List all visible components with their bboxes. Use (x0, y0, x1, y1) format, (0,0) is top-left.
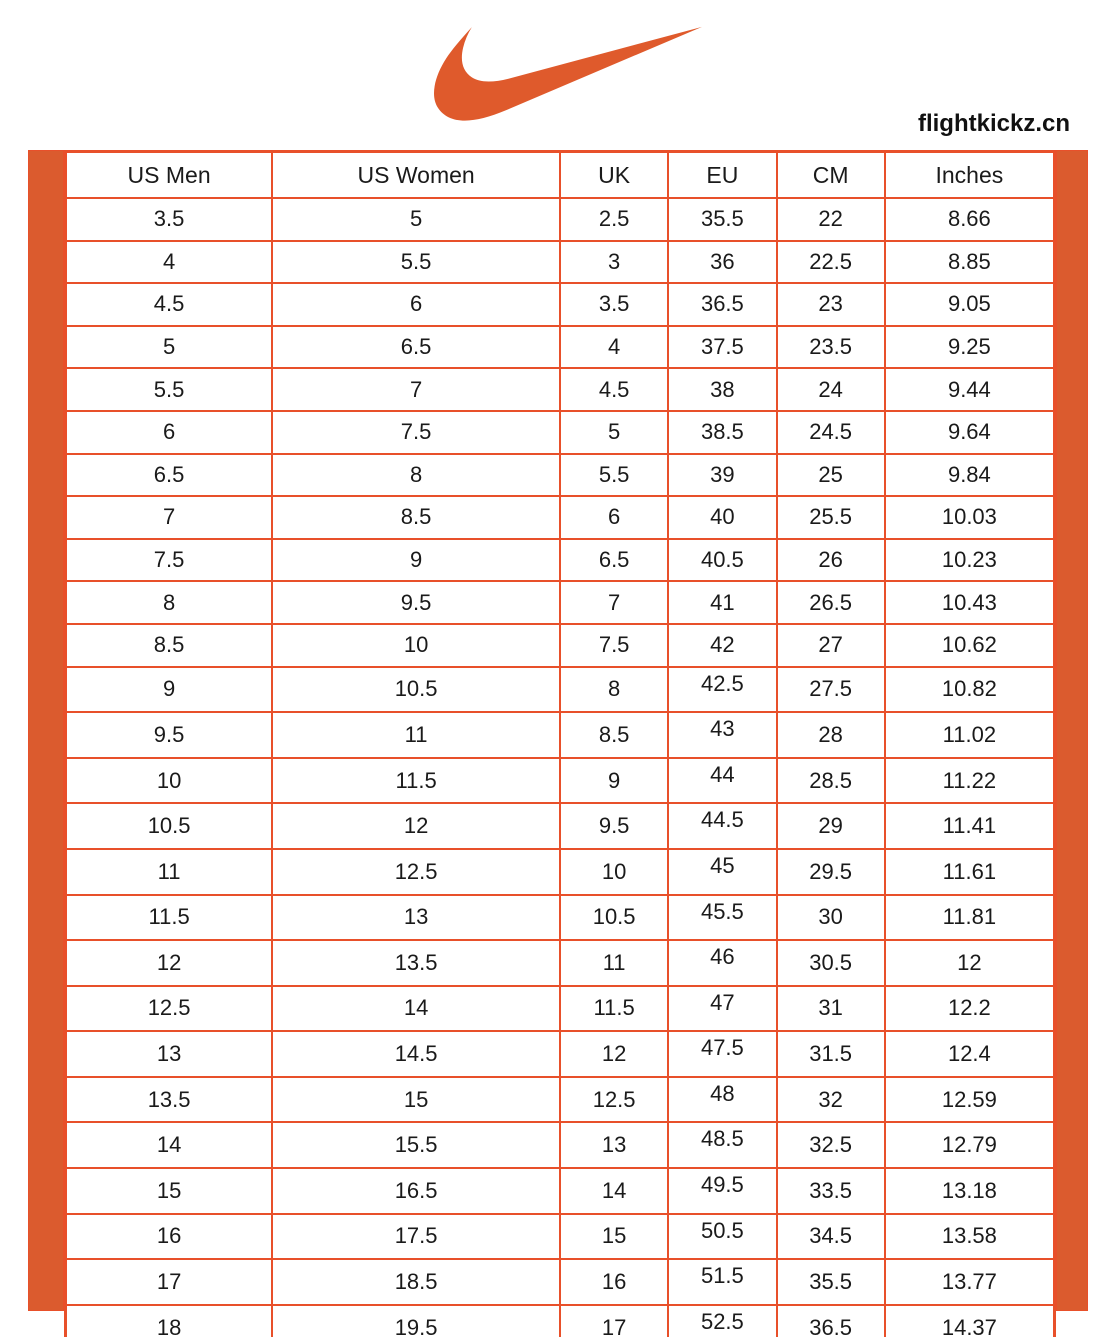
table-cell: 11.02 (885, 712, 1055, 758)
table-cell: 12.5 (66, 986, 273, 1032)
table-cell: 45.5 (668, 895, 776, 941)
table-cell: 13 (560, 1122, 668, 1168)
table-cell: 8 (560, 667, 668, 713)
table-cell: 5 (560, 411, 668, 454)
table-header (66, 152, 1055, 199)
table-cell: 13 (66, 1031, 273, 1077)
table-cell: 19.5 (272, 1305, 560, 1337)
table-cell: 6 (272, 283, 560, 326)
table-cell: 14.5 (272, 1031, 560, 1077)
table-cell: 46 (668, 940, 776, 986)
table-row (66, 1168, 1055, 1214)
website-label: flightkickz.cn (917, 110, 1070, 137)
table-row (66, 1259, 1055, 1305)
table-cell: 6 (66, 411, 273, 454)
table-cell: 12 (66, 940, 273, 986)
table-row (66, 411, 1055, 454)
table-row (66, 986, 1055, 1032)
table-cell: 15 (560, 1214, 668, 1260)
column-header: UK (560, 152, 668, 199)
table-cell: 17 (560, 1305, 668, 1337)
table-cell: 15 (272, 1077, 560, 1123)
table-cell: 23.5 (777, 326, 885, 369)
table-cell: 17 (66, 1259, 273, 1305)
table-row (66, 241, 1055, 284)
table-cell: 10.82 (885, 667, 1055, 713)
table-cell: 12.2 (885, 986, 1055, 1032)
table-cell: 50.5 (668, 1214, 776, 1260)
table-cell: 36.5 (777, 1305, 885, 1337)
table-body (66, 198, 1055, 1337)
table-row (66, 496, 1055, 539)
table-cell: 11.41 (885, 803, 1055, 849)
table-cell: 6.5 (66, 454, 273, 497)
table-cell: 12 (885, 940, 1055, 986)
table-cell: 22 (777, 198, 885, 241)
table-cell: 18.5 (272, 1259, 560, 1305)
table-cell: 5 (272, 198, 560, 241)
table-cell: 44 (668, 758, 776, 804)
table-cell: 2.5 (560, 198, 668, 241)
table-cell: 24 (777, 368, 885, 411)
table-cell: 13.5 (272, 940, 560, 986)
table-row (66, 895, 1055, 941)
table-row (66, 198, 1055, 241)
table-cell: 5.5 (272, 241, 560, 284)
table-row (66, 712, 1055, 758)
table-cell: 30.5 (777, 940, 885, 986)
table-cell: 32.5 (777, 1122, 885, 1168)
table-cell: 13.5 (66, 1077, 273, 1123)
table-cell: 7.5 (272, 411, 560, 454)
table-cell: 4 (66, 241, 273, 284)
table-cell: 12.79 (885, 1122, 1055, 1168)
table-cell: 7.5 (66, 539, 273, 582)
table-cell: 15.5 (272, 1122, 560, 1168)
table-cell: 26 (777, 539, 885, 582)
table-cell: 4 (560, 326, 668, 369)
table-cell: 12.4 (885, 1031, 1055, 1077)
table-cell: 31.5 (777, 1031, 885, 1077)
table-cell: 48.5 (668, 1122, 776, 1168)
table-cell: 13.58 (885, 1214, 1055, 1260)
table-cell: 40 (668, 496, 776, 539)
table-cell: 39 (668, 454, 776, 497)
table-cell: 11.5 (272, 758, 560, 804)
table-cell: 9.5 (66, 712, 273, 758)
table-cell: 10.5 (560, 895, 668, 941)
right-accent-band (1056, 150, 1088, 1311)
table-cell: 37.5 (668, 326, 776, 369)
table-cell: 9.44 (885, 368, 1055, 411)
table-row (66, 803, 1055, 849)
logo-container (0, 24, 1100, 124)
table-cell: 11 (66, 849, 273, 895)
table-row (66, 849, 1055, 895)
table-cell: 10.62 (885, 624, 1055, 667)
column-header: Inches (885, 152, 1055, 199)
table-cell: 48 (668, 1077, 776, 1123)
table-cell: 42.5 (668, 667, 776, 713)
table-cell: 38 (668, 368, 776, 411)
table-cell: 31 (777, 986, 885, 1032)
table-cell: 11.5 (560, 986, 668, 1032)
table-cell: 30 (777, 895, 885, 941)
table-cell: 8.85 (885, 241, 1055, 284)
table-cell: 36.5 (668, 283, 776, 326)
nike-swoosh-icon (434, 24, 702, 124)
table-cell: 7 (560, 581, 668, 624)
table-cell: 41 (668, 581, 776, 624)
table-cell: 14.37 (885, 1305, 1055, 1337)
table-cell: 4.5 (560, 368, 668, 411)
table-cell: 12.59 (885, 1077, 1055, 1123)
table-cell: 15 (66, 1168, 273, 1214)
table-cell: 10 (560, 849, 668, 895)
table-cell: 13 (272, 895, 560, 941)
table-cell: 10 (66, 758, 273, 804)
table-cell: 5.5 (560, 454, 668, 497)
table-cell: 11.61 (885, 849, 1055, 895)
table-cell: 52.5 (668, 1305, 776, 1337)
table-row (66, 581, 1055, 624)
table-row (66, 1031, 1055, 1077)
table-row (66, 454, 1055, 497)
table-cell: 10.23 (885, 539, 1055, 582)
table-cell: 27.5 (777, 667, 885, 713)
left-accent-band (28, 150, 64, 1311)
table-cell: 44.5 (668, 803, 776, 849)
table-cell: 51.5 (668, 1259, 776, 1305)
table-cell: 33.5 (777, 1168, 885, 1214)
table-cell: 17.5 (272, 1214, 560, 1260)
table-cell: 11 (560, 940, 668, 986)
table-row (66, 940, 1055, 986)
table-cell: 12.5 (272, 849, 560, 895)
table-cell: 9 (272, 539, 560, 582)
table-cell: 9.25 (885, 326, 1055, 369)
table-cell: 9 (560, 758, 668, 804)
table-cell: 6 (560, 496, 668, 539)
table-cell: 8.5 (560, 712, 668, 758)
table-cell: 7 (66, 496, 273, 539)
table-cell: 5 (66, 326, 273, 369)
table-cell: 11.22 (885, 758, 1055, 804)
table-cell: 27 (777, 624, 885, 667)
table-cell: 43 (668, 712, 776, 758)
table-cell: 12 (272, 803, 560, 849)
header-row (66, 152, 1055, 199)
column-header: US Men (66, 152, 273, 199)
table-cell: 9.05 (885, 283, 1055, 326)
table-cell: 35.5 (777, 1259, 885, 1305)
table-cell: 12.5 (560, 1077, 668, 1123)
table-cell: 10.5 (66, 803, 273, 849)
table-cell: 16 (560, 1259, 668, 1305)
table-cell: 4.5 (66, 283, 273, 326)
table-cell: 13.18 (885, 1168, 1055, 1214)
table-row (66, 1122, 1055, 1168)
table-cell: 42 (668, 624, 776, 667)
table-cell: 47.5 (668, 1031, 776, 1077)
table-cell: 45 (668, 849, 776, 895)
table-cell: 12 (560, 1031, 668, 1077)
table-cell: 35.5 (668, 198, 776, 241)
size-chart-zone (28, 150, 1088, 1337)
table-cell: 18 (66, 1305, 273, 1337)
table-cell: 16.5 (272, 1168, 560, 1214)
table-cell: 7 (272, 368, 560, 411)
table-cell: 29 (777, 803, 885, 849)
table-cell: 11 (272, 712, 560, 758)
table-cell: 47 (668, 986, 776, 1032)
table-cell: 10.03 (885, 496, 1055, 539)
table-cell: 28.5 (777, 758, 885, 804)
column-header: EU (668, 152, 776, 199)
table-cell: 29.5 (777, 849, 885, 895)
table-row (66, 326, 1055, 369)
table-cell: 14 (66, 1122, 273, 1168)
table-cell: 7.5 (560, 624, 668, 667)
table-cell: 40.5 (668, 539, 776, 582)
size-conversion-table (64, 150, 1056, 1337)
table-cell: 9.64 (885, 411, 1055, 454)
table-cell: 13.77 (885, 1259, 1055, 1305)
table-cell: 5.5 (66, 368, 273, 411)
table-cell: 11.5 (66, 895, 273, 941)
table-row (66, 758, 1055, 804)
table-row (66, 283, 1055, 326)
table-cell: 16 (66, 1214, 273, 1260)
table-row (66, 539, 1055, 582)
table-cell: 10.5 (272, 667, 560, 713)
table-cell: 8.5 (272, 496, 560, 539)
table-cell: 6.5 (560, 539, 668, 582)
table-cell: 11.81 (885, 895, 1055, 941)
table-cell: 8.66 (885, 198, 1055, 241)
table-cell: 3 (560, 241, 668, 284)
table-cell: 25 (777, 454, 885, 497)
table-cell: 34.5 (777, 1214, 885, 1260)
table-row (66, 624, 1055, 667)
table-cell: 14 (272, 986, 560, 1032)
table-cell: 32 (777, 1077, 885, 1123)
table-cell: 49.5 (668, 1168, 776, 1214)
table-cell: 9 (66, 667, 273, 713)
table-cell: 28 (777, 712, 885, 758)
table-cell: 14 (560, 1168, 668, 1214)
table-cell: 6.5 (272, 326, 560, 369)
table-row (66, 667, 1055, 713)
table-cell: 9.5 (272, 581, 560, 624)
table-cell: 25.5 (777, 496, 885, 539)
table-cell: 8.5 (66, 624, 273, 667)
table-cell: 36 (668, 241, 776, 284)
column-header: US Women (272, 152, 560, 199)
table-cell: 24.5 (777, 411, 885, 454)
table-cell: 23 (777, 283, 885, 326)
column-header: CM (777, 152, 885, 199)
table-cell: 22.5 (777, 241, 885, 284)
table-row (66, 1214, 1055, 1260)
table-cell: 26.5 (777, 581, 885, 624)
table-cell: 8 (272, 454, 560, 497)
table-cell: 10 (272, 624, 560, 667)
table-cell: 3.5 (560, 283, 668, 326)
table-cell: 9.84 (885, 454, 1055, 497)
table-row (66, 1077, 1055, 1123)
table-cell: 38.5 (668, 411, 776, 454)
table-row (66, 368, 1055, 411)
table-cell: 9.5 (560, 803, 668, 849)
table-cell: 10.43 (885, 581, 1055, 624)
table-row (66, 1305, 1055, 1337)
table-cell: 8 (66, 581, 273, 624)
table-cell: 3.5 (66, 198, 273, 241)
